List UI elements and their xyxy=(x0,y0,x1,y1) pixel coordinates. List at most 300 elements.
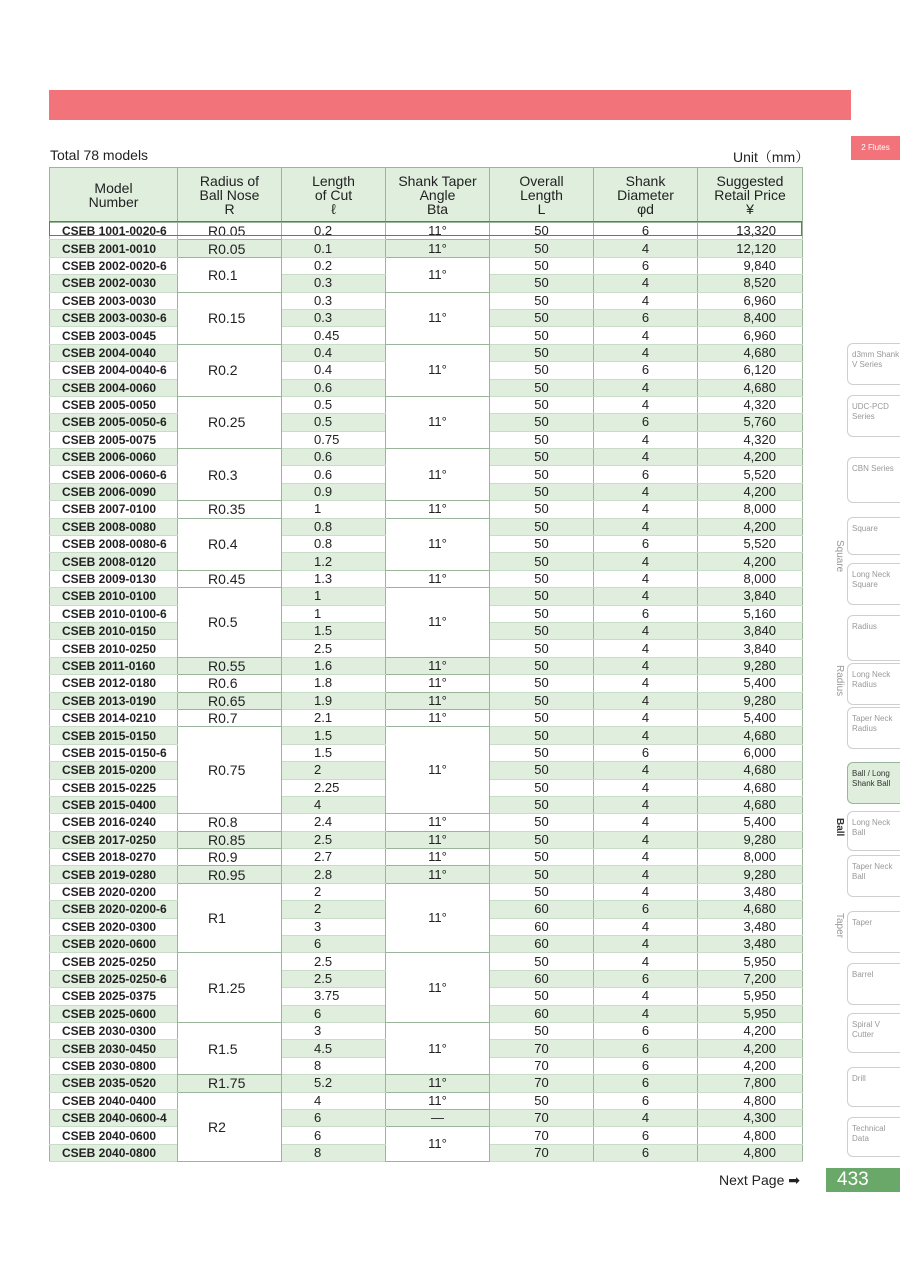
overall-length-cell: 50 xyxy=(490,536,594,553)
shank-diameter-cell: 6 xyxy=(594,257,698,274)
flutes-tab: 2 Flutes xyxy=(851,136,900,160)
table-row xyxy=(50,866,803,883)
price-cell: 8,000 xyxy=(698,501,803,518)
model-number-cell: CSEB 2010-0250 xyxy=(50,640,178,657)
price-cell: 5,400 xyxy=(698,814,803,831)
shank-diameter-cell: 4 xyxy=(594,918,698,935)
price-cell: 6,960 xyxy=(698,327,803,344)
taper-angle-cell: 11° xyxy=(386,570,490,587)
side-group-radius: Radius xyxy=(834,665,845,697)
side-tab-long-neck-radius[interactable]: Long Neck Radius xyxy=(847,663,900,705)
taper-angle-cell: 11° xyxy=(386,657,490,674)
length-of-cut-cell: 0.2 xyxy=(282,257,386,274)
shank-diameter-cell: 4 xyxy=(594,327,698,344)
model-number-cell: CSEB 2011-0160 xyxy=(50,657,178,674)
price-cell: 4,200 xyxy=(698,483,803,500)
length-of-cut-cell: 0.5 xyxy=(282,396,386,413)
table-row xyxy=(50,849,803,866)
price-cell: 5,760 xyxy=(698,414,803,431)
shank-diameter-cell: 6 xyxy=(594,1127,698,1144)
shank-diameter-cell: 6 xyxy=(594,309,698,326)
overall-length-cell: 50 xyxy=(490,883,594,900)
model-number-cell: CSEB 2020-0600 xyxy=(50,936,178,953)
model-number-cell: CSEB 2003-0045 xyxy=(50,327,178,344)
length-of-cut-cell: 4 xyxy=(282,796,386,813)
price-cell: 6,120 xyxy=(698,362,803,379)
price-cell: 13,320 xyxy=(698,223,803,240)
taper-angle-cell: 11° xyxy=(386,292,490,344)
shank-diameter-cell: 6 xyxy=(594,901,698,918)
model-number-cell: CSEB 2016-0240 xyxy=(50,814,178,831)
overall-length-cell: 50 xyxy=(490,692,594,709)
length-of-cut-cell: 1.6 xyxy=(282,657,386,674)
length-of-cut-cell: 2.1 xyxy=(282,709,386,726)
length-of-cut-cell: 6 xyxy=(282,936,386,953)
price-cell: 7,200 xyxy=(698,970,803,987)
model-number-cell: CSEB 2025-0250-6 xyxy=(50,970,178,987)
overall-length-cell: 50 xyxy=(490,744,594,761)
table-row xyxy=(50,953,803,970)
col-header-text: Shank Diameter φd xyxy=(617,173,674,217)
model-number-cell: CSEB 2001-0010 xyxy=(50,240,178,257)
header-banner xyxy=(49,90,851,120)
model-number-cell: CSEB 2006-0090 xyxy=(50,483,178,500)
overall-length-cell: 50 xyxy=(490,501,594,518)
model-number-cell: CSEB 2015-0150 xyxy=(50,727,178,744)
price-cell: 4,200 xyxy=(698,1040,803,1057)
shank-diameter-cell: 6 xyxy=(594,1057,698,1074)
model-number-cell: CSEB 2003-0030-6 xyxy=(50,309,178,326)
price-cell: 12,120 xyxy=(698,240,803,257)
length-of-cut-cell: 2 xyxy=(282,901,386,918)
shank-diameter-cell: 6 xyxy=(594,1092,698,1109)
length-of-cut-cell: 2.5 xyxy=(282,970,386,987)
table-row xyxy=(50,518,803,535)
length-of-cut-cell: 2.25 xyxy=(282,779,386,796)
table-row xyxy=(50,570,803,587)
model-number-cell: CSEB 2010-0150 xyxy=(50,622,178,639)
overall-length-cell: 50 xyxy=(490,605,594,622)
side-tab-drill[interactable]: Drill xyxy=(847,1067,900,1107)
length-of-cut-cell: 4 xyxy=(282,1092,386,1109)
overall-length-cell: 50 xyxy=(490,988,594,1005)
overall-length-cell: 50 xyxy=(490,396,594,413)
taper-angle-cell: 11° xyxy=(386,692,490,709)
taper-angle-cell: 11° xyxy=(386,223,490,240)
side-tab-d3mm-shank-v-series[interactable]: d3mm Shank V Series xyxy=(847,343,900,385)
model-number-cell: CSEB 2010-0100 xyxy=(50,588,178,605)
overall-length-cell: 50 xyxy=(490,709,594,726)
table-row xyxy=(50,1092,803,1109)
overall-length-cell: 50 xyxy=(490,483,594,500)
taper-angle-cell: 11° xyxy=(386,814,490,831)
overall-length-cell: 50 xyxy=(490,223,594,240)
model-number-cell: CSEB 2025-0600 xyxy=(50,1005,178,1022)
shank-diameter-cell: 4 xyxy=(594,953,698,970)
overall-length-cell: 70 xyxy=(490,1075,594,1092)
shank-diameter-cell: 6 xyxy=(594,1022,698,1039)
shank-diameter-cell: 6 xyxy=(594,1144,698,1161)
overall-length-cell: 50 xyxy=(490,953,594,970)
shank-diameter-cell: 6 xyxy=(594,466,698,483)
overall-length-cell: 50 xyxy=(490,327,594,344)
length-of-cut-cell: 0.2 xyxy=(282,223,386,240)
length-of-cut-cell: 4.5 xyxy=(282,1040,386,1057)
model-number-cell: CSEB 2020-0200-6 xyxy=(50,901,178,918)
side-tab-udc-pcd-series[interactable]: UDC-PCD Series xyxy=(847,395,900,437)
taper-angle-cell: 11° xyxy=(386,883,490,953)
model-number-cell: CSEB 1001-0020-6 xyxy=(50,223,178,240)
model-number-cell: CSEB 2008-0080-6 xyxy=(50,536,178,553)
length-of-cut-cell: 2.8 xyxy=(282,866,386,883)
length-of-cut-cell: 3 xyxy=(282,1022,386,1039)
shank-diameter-cell: 4 xyxy=(594,936,698,953)
taper-angle-cell: 11° xyxy=(386,344,490,396)
col-header-overall-length xyxy=(490,168,594,223)
taper-angle-cell: 11° xyxy=(386,501,490,518)
radius-cell: R0.75 xyxy=(178,727,282,814)
price-cell: 6,960 xyxy=(698,292,803,309)
radius-cell: R0.7 xyxy=(178,709,282,726)
shank-diameter-cell: 4 xyxy=(594,883,698,900)
spec-table xyxy=(49,167,803,1162)
overall-length-cell: 50 xyxy=(490,257,594,274)
shank-diameter-cell: 4 xyxy=(594,849,698,866)
length-of-cut-cell: 2.5 xyxy=(282,953,386,970)
table-row xyxy=(50,1109,803,1126)
length-of-cut-cell: 0.6 xyxy=(282,449,386,466)
model-number-cell: CSEB 2004-0060 xyxy=(50,379,178,396)
page-number: 433 xyxy=(826,1168,900,1192)
length-of-cut-cell: 6 xyxy=(282,1109,386,1126)
taper-angle-cell: 11° xyxy=(386,1075,490,1092)
shank-diameter-cell: 4 xyxy=(594,396,698,413)
table-row xyxy=(50,240,803,257)
taper-angle-cell: 11° xyxy=(386,1127,490,1162)
model-number-cell: CSEB 2030-0450 xyxy=(50,1040,178,1057)
taper-angle-cell: 11° xyxy=(386,588,490,658)
radius-cell: R0.5 xyxy=(178,588,282,658)
model-number-cell: CSEB 2040-0600 xyxy=(50,1127,178,1144)
shank-diameter-cell: 4 xyxy=(594,709,698,726)
col-header-text: Length of Cut ℓ xyxy=(312,173,355,217)
length-of-cut-cell: 0.3 xyxy=(282,275,386,292)
shank-diameter-cell: 4 xyxy=(594,762,698,779)
shank-diameter-cell: 4 xyxy=(594,379,698,396)
length-of-cut-cell: 2.4 xyxy=(282,814,386,831)
model-number-cell: CSEB 2004-0040 xyxy=(50,344,178,361)
col-header-model xyxy=(50,168,178,223)
overall-length-cell: 50 xyxy=(490,449,594,466)
shank-diameter-cell: 4 xyxy=(594,640,698,657)
side-tab-taper-neck-radius[interactable]: Taper Neck Radius xyxy=(847,707,900,749)
price-cell: 9,280 xyxy=(698,657,803,674)
overall-length-cell: 60 xyxy=(490,918,594,935)
radius-cell: R0.55 xyxy=(178,657,282,674)
overall-length-cell: 50 xyxy=(490,570,594,587)
length-of-cut-cell: 0.1 xyxy=(282,240,386,257)
overall-length-cell: 50 xyxy=(490,675,594,692)
price-cell: 3,840 xyxy=(698,588,803,605)
shank-diameter-cell: 6 xyxy=(594,1075,698,1092)
table-row xyxy=(50,675,803,692)
radius-cell: R0.9 xyxy=(178,849,282,866)
model-number-cell: CSEB 2012-0180 xyxy=(50,675,178,692)
shank-diameter-cell: 6 xyxy=(594,362,698,379)
length-of-cut-cell: 2.5 xyxy=(282,831,386,848)
overall-length-cell: 70 xyxy=(490,1127,594,1144)
next-page-link[interactable]: Next Page ➡ xyxy=(719,1172,800,1188)
price-cell: 4,320 xyxy=(698,396,803,413)
price-cell: 5,400 xyxy=(698,709,803,726)
taper-angle-cell: 11° xyxy=(386,727,490,814)
length-of-cut-cell: 0.9 xyxy=(282,483,386,500)
model-number-cell: CSEB 2030-0300 xyxy=(50,1022,178,1039)
radius-cell: R2 xyxy=(178,1092,282,1162)
col-header-text: Radius of Ball Nose R xyxy=(199,173,260,217)
table-row xyxy=(50,588,803,605)
length-of-cut-cell: 3 xyxy=(282,918,386,935)
price-cell: 9,280 xyxy=(698,831,803,848)
price-cell: 4,800 xyxy=(698,1144,803,1161)
model-number-cell: CSEB 2040-0400 xyxy=(50,1092,178,1109)
price-cell: 4,200 xyxy=(698,1057,803,1074)
overall-length-cell: 50 xyxy=(490,849,594,866)
shank-diameter-cell: 4 xyxy=(594,657,698,674)
overall-length-cell: 60 xyxy=(490,970,594,987)
col-header-taper-angle xyxy=(386,168,490,223)
shank-diameter-cell: 6 xyxy=(594,744,698,761)
table-row xyxy=(50,1075,803,1092)
length-of-cut-cell: 8 xyxy=(282,1144,386,1161)
shank-diameter-cell: 4 xyxy=(594,831,698,848)
shank-diameter-cell: 4 xyxy=(594,292,698,309)
table-row xyxy=(50,657,803,674)
table-row xyxy=(50,831,803,848)
length-of-cut-cell: 1.2 xyxy=(282,553,386,570)
length-of-cut-cell: 0.3 xyxy=(282,292,386,309)
side-tab-long-neck-square[interactable]: Long Neck Square xyxy=(847,563,900,605)
shank-diameter-cell: 4 xyxy=(594,866,698,883)
shank-diameter-cell: 4 xyxy=(594,622,698,639)
shank-diameter-cell: 6 xyxy=(594,970,698,987)
length-of-cut-cell: 2 xyxy=(282,762,386,779)
shank-diameter-cell: 4 xyxy=(594,483,698,500)
price-cell: 4,680 xyxy=(698,344,803,361)
radius-cell: R0.2 xyxy=(178,344,282,396)
overall-length-cell: 50 xyxy=(490,762,594,779)
price-cell: 3,480 xyxy=(698,918,803,935)
price-cell: 4,680 xyxy=(698,779,803,796)
col-header-text: Shank Taper Angle Bta xyxy=(398,173,477,217)
table-row xyxy=(50,257,803,274)
side-group-ball: Ball xyxy=(834,818,845,837)
overall-length-cell: 50 xyxy=(490,275,594,292)
price-cell: 9,280 xyxy=(698,866,803,883)
model-number-cell: CSEB 2002-0020-6 xyxy=(50,257,178,274)
col-header-text: Suggested Retail Price ¥ xyxy=(714,173,786,217)
shank-diameter-cell: 4 xyxy=(594,675,698,692)
model-number-cell: CSEB 2005-0050 xyxy=(50,396,178,413)
shank-diameter-cell: 6 xyxy=(594,223,698,240)
table-row xyxy=(50,449,803,466)
radius-cell: R0.05 xyxy=(178,240,282,257)
taper-angle-cell: 11° xyxy=(386,675,490,692)
overall-length-cell: 60 xyxy=(490,1005,594,1022)
shank-diameter-cell: 4 xyxy=(594,275,698,292)
length-of-cut-cell: 0.4 xyxy=(282,344,386,361)
total-models: Total 78 models xyxy=(50,147,149,163)
price-cell: 8,520 xyxy=(698,275,803,292)
overall-length-cell: 60 xyxy=(490,936,594,953)
overall-length-cell: 50 xyxy=(490,414,594,431)
table-row xyxy=(50,883,803,900)
price-cell: 8,000 xyxy=(698,849,803,866)
table-row xyxy=(50,501,803,518)
overall-length-cell: 50 xyxy=(490,518,594,535)
radius-cell: R0.05 xyxy=(178,223,282,240)
shank-diameter-cell: 4 xyxy=(594,692,698,709)
radius-cell: R1.75 xyxy=(178,1075,282,1092)
model-number-cell: CSEB 2007-0100 xyxy=(50,501,178,518)
taper-angle-cell: 11° xyxy=(386,518,490,570)
overall-length-cell: 50 xyxy=(490,379,594,396)
shank-diameter-cell: 4 xyxy=(594,1109,698,1126)
radius-cell: R0.25 xyxy=(178,396,282,448)
length-of-cut-cell: 0.8 xyxy=(282,518,386,535)
model-number-cell: CSEB 2013-0190 xyxy=(50,692,178,709)
price-cell: 4,800 xyxy=(698,1127,803,1144)
side-tab-barrel[interactable]: Barrel xyxy=(847,963,900,1005)
shank-diameter-cell: 6 xyxy=(594,536,698,553)
overall-length-cell: 50 xyxy=(490,344,594,361)
overall-length-cell: 60 xyxy=(490,901,594,918)
table-row xyxy=(50,1127,803,1144)
shank-diameter-cell: 4 xyxy=(594,988,698,1005)
table-row xyxy=(50,709,803,726)
model-number-cell: CSEB 2030-0800 xyxy=(50,1057,178,1074)
radius-cell: R0.85 xyxy=(178,831,282,848)
price-cell: 4,200 xyxy=(698,1022,803,1039)
length-of-cut-cell: 6 xyxy=(282,1127,386,1144)
taper-angle-cell: 11° xyxy=(386,449,490,501)
model-number-cell: CSEB 2015-0400 xyxy=(50,796,178,813)
price-cell: 3,840 xyxy=(698,622,803,639)
side-tab-cbn-series[interactable]: CBN Series xyxy=(847,457,900,503)
table-row xyxy=(50,1022,803,1039)
overall-length-cell: 50 xyxy=(490,292,594,309)
shank-diameter-cell: 4 xyxy=(594,449,698,466)
length-of-cut-cell: 1.5 xyxy=(282,744,386,761)
model-number-cell: CSEB 2002-0030 xyxy=(50,275,178,292)
taper-angle-cell: — xyxy=(386,1109,490,1126)
price-cell: 4,680 xyxy=(698,727,803,744)
shank-diameter-cell: 4 xyxy=(594,796,698,813)
radius-cell: R0.4 xyxy=(178,518,282,570)
overall-length-cell: 50 xyxy=(490,309,594,326)
table-row xyxy=(50,292,803,309)
model-number-cell: CSEB 2015-0200 xyxy=(50,762,178,779)
overall-length-cell: 70 xyxy=(490,1040,594,1057)
radius-cell: R0.45 xyxy=(178,570,282,587)
taper-angle-cell: 11° xyxy=(386,831,490,848)
model-number-cell: CSEB 2025-0250 xyxy=(50,953,178,970)
col-header-shank-diameter xyxy=(594,168,698,223)
model-number-cell: CSEB 2020-0200 xyxy=(50,883,178,900)
side-tab-radius[interactable]: Radius xyxy=(847,615,900,661)
overall-length-cell: 50 xyxy=(490,553,594,570)
length-of-cut-cell: 1 xyxy=(282,501,386,518)
shank-diameter-cell: 4 xyxy=(594,518,698,535)
overall-length-cell: 50 xyxy=(490,727,594,744)
shank-diameter-cell: 4 xyxy=(594,553,698,570)
length-of-cut-cell: 1.9 xyxy=(282,692,386,709)
shank-diameter-cell: 4 xyxy=(594,344,698,361)
length-of-cut-cell: 5.2 xyxy=(282,1075,386,1092)
taper-angle-cell: 11° xyxy=(386,240,490,257)
length-of-cut-cell: 2 xyxy=(282,883,386,900)
shank-diameter-cell: 4 xyxy=(594,1005,698,1022)
length-of-cut-cell: 1.5 xyxy=(282,622,386,639)
radius-cell: R0.8 xyxy=(178,814,282,831)
length-of-cut-cell: 6 xyxy=(282,1005,386,1022)
price-cell: 8,400 xyxy=(698,309,803,326)
overall-length-cell: 50 xyxy=(490,779,594,796)
price-cell: 4,300 xyxy=(698,1109,803,1126)
price-cell: 9,280 xyxy=(698,692,803,709)
model-number-cell: CSEB 2018-0270 xyxy=(50,849,178,866)
model-number-cell: CSEB 2014-0210 xyxy=(50,709,178,726)
side-tab-taper-neck-ball[interactable]: Taper Neck Ball xyxy=(847,855,900,897)
table-row xyxy=(50,344,803,361)
shank-diameter-cell: 4 xyxy=(594,431,698,448)
price-cell: 5,950 xyxy=(698,1005,803,1022)
model-number-cell: CSEB 2035-0520 xyxy=(50,1075,178,1092)
price-cell: 4,200 xyxy=(698,518,803,535)
overall-length-cell: 70 xyxy=(490,1057,594,1074)
side-tab-taper[interactable]: Taper xyxy=(847,911,900,953)
price-cell: 4,320 xyxy=(698,431,803,448)
overall-length-cell: 50 xyxy=(490,431,594,448)
taper-angle-cell: 11° xyxy=(386,1092,490,1109)
length-of-cut-cell: 1 xyxy=(282,605,386,622)
price-cell: 4,200 xyxy=(698,449,803,466)
length-of-cut-cell: 0.6 xyxy=(282,466,386,483)
radius-cell: R0.65 xyxy=(178,692,282,709)
overall-length-cell: 50 xyxy=(490,640,594,657)
table-row xyxy=(50,814,803,831)
side-tab-long-neck-ball[interactable]: Long Neck Ball xyxy=(847,811,900,851)
model-number-cell: CSEB 2015-0150-6 xyxy=(50,744,178,761)
radius-cell: R0.35 xyxy=(178,501,282,518)
shank-diameter-cell: 6 xyxy=(594,1040,698,1057)
shank-diameter-cell: 6 xyxy=(594,605,698,622)
side-tab-technical-data[interactable]: Technical Data xyxy=(847,1117,900,1157)
price-cell: 5,400 xyxy=(698,675,803,692)
length-of-cut-cell: 0.5 xyxy=(282,414,386,431)
radius-cell: R0.95 xyxy=(178,866,282,883)
model-number-cell: CSEB 2017-0250 xyxy=(50,831,178,848)
side-tab-ball-long-shank-ball[interactable]: Ball / Long Shank Ball xyxy=(847,762,900,804)
side-tab-square[interactable]: Square xyxy=(847,517,900,555)
model-number-cell: CSEB 2008-0120 xyxy=(50,553,178,570)
overall-length-cell: 50 xyxy=(490,466,594,483)
side-tab-spiral-v-cutter[interactable]: Spiral V Cutter xyxy=(847,1013,900,1053)
col-header-radius xyxy=(178,168,282,223)
overall-length-cell: 70 xyxy=(490,1144,594,1161)
length-of-cut-cell: 0.4 xyxy=(282,362,386,379)
radius-cell: R0.15 xyxy=(178,292,282,344)
